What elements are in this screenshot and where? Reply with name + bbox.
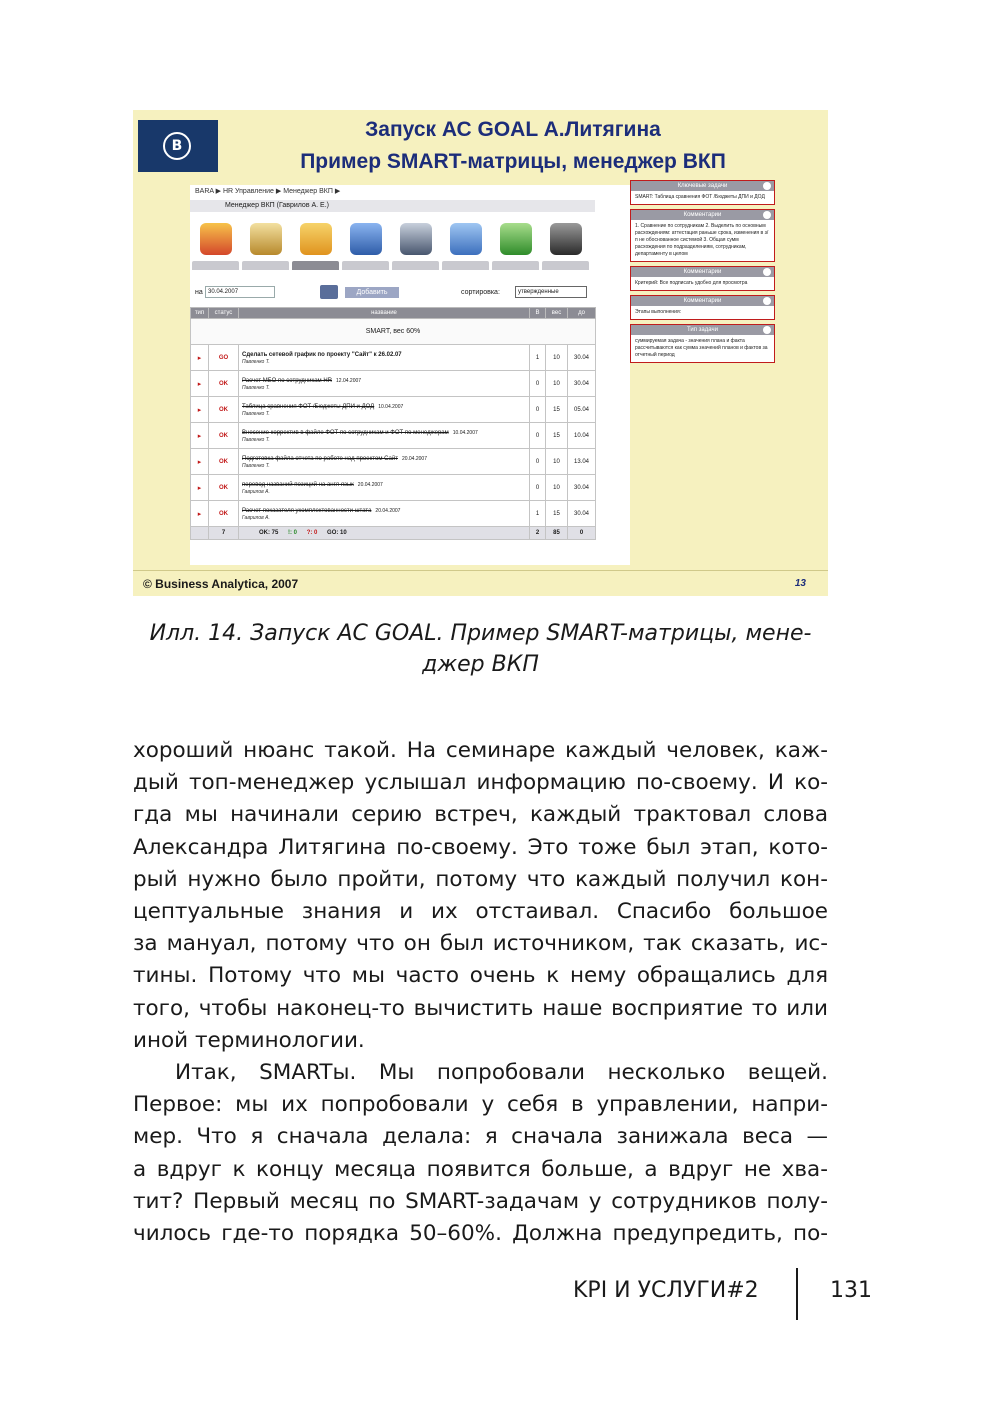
collapse-icon[interactable] <box>763 326 771 334</box>
print-icon[interactable] <box>320 285 338 299</box>
row-owner: Гаврилов А. <box>242 488 270 495</box>
text-line: за мануал, потому что он был источником, так сказать, ис- <box>133 931 828 957</box>
table-row[interactable] <box>191 475 596 501</box>
smart-task-table <box>190 307 596 540</box>
panel-title: Комментарии <box>683 269 722 275</box>
checklist-icon[interactable] <box>250 223 282 255</box>
row-weight: 10 <box>546 449 568 475</box>
row-date: 20.04.2007 <box>357 481 383 488</box>
col-header-type[interactable]: тип <box>191 308 209 319</box>
graduation-cap-icon[interactable] <box>550 223 582 255</box>
goal-app-window <box>190 185 630 565</box>
caption-line: джер ВКП <box>422 652 539 677</box>
row-weight: 10 <box>546 345 568 371</box>
row-b: 0 <box>530 475 546 501</box>
paragraph <box>133 1057 828 1250</box>
text-line: иной терминологии. <box>133 1027 365 1053</box>
manager-bar: Менеджер ВКП (Гаврилов А. Е.) <box>190 200 595 212</box>
row-weight: 15 <box>546 423 568 449</box>
text-line: рый нужно было пройти, потому что каждый получил кон- <box>133 866 828 892</box>
logo-letter: B <box>163 132 191 160</box>
row-task-name[interactable]: Расчет МБО по сотрудникам HR <box>242 377 333 384</box>
row-weight: 10 <box>546 475 568 501</box>
text-line: гда мы начинали серию встреч, каждый трактовал слова <box>133 802 828 828</box>
business-analytica-logo <box>138 120 218 172</box>
footer-stat-ok: OK: 75 <box>259 530 279 536</box>
row-task-name[interactable]: Сделать сетевой график по проекту "Сайт" к 26.02.07 <box>242 351 402 358</box>
table-row[interactable] <box>191 345 596 371</box>
panel-comments <box>630 266 775 291</box>
module-tab[interactable] <box>392 261 439 270</box>
row-due: 13.04 <box>568 449 596 475</box>
text-line: тит? Первый месяц по SMART-задачам у сотрудников полу- <box>133 1188 828 1214</box>
col-header-weight[interactable]: вес <box>546 308 568 319</box>
row-weight: 10 <box>546 371 568 397</box>
col-header-name[interactable]: название <box>239 308 530 319</box>
row-due: 30.04 <box>568 501 596 527</box>
footer-due: 0 <box>568 527 596 540</box>
module-tab[interactable] <box>542 261 589 270</box>
col-header-b[interactable]: В <box>530 308 546 319</box>
figure-caption <box>133 618 828 680</box>
text-line: того, чтобы наконец-то вычистить наше восприятие то или <box>133 995 828 1021</box>
row-status: OK <box>209 371 239 397</box>
panel-body: Критерий: Все подписать удобно для просмотра <box>635 280 748 286</box>
add-button[interactable]: Добавить <box>345 287 399 298</box>
running-head: KPI И УСЛУГИ#2 <box>573 1278 759 1303</box>
text-line: мер. Что я сначала делала: я сначала занижала веса — <box>133 1124 828 1150</box>
panel-task-type <box>630 324 775 363</box>
row-owner: Павленко Т. <box>242 358 270 365</box>
panel-body: SMART: Таблица сравнения ФОТ /Бюджеты ДПИ и ДОД <box>635 194 765 200</box>
panel-comments <box>630 295 775 320</box>
footer-stat-question: ?: 0 <box>306 530 318 536</box>
sort-label: сортировка: <box>461 289 500 296</box>
money-icon[interactable] <box>500 223 532 255</box>
row-task-name[interactable]: Внесение корректив в файле ФОТ по сотрудникам и ФОТ по менеджерам <box>242 429 449 436</box>
slide-footer <box>133 570 828 596</box>
caption-line: Илл. 14. Запуск АС GOAL. Пример SMART-матрицы, мене- <box>149 621 812 646</box>
collapse-icon[interactable] <box>763 297 771 305</box>
row-date: 10.04.2007 <box>452 429 478 436</box>
row-owner: Гаврилов А. <box>242 514 270 521</box>
page-number: 131 <box>830 1278 872 1303</box>
paragraph <box>133 735 828 1057</box>
sort-select[interactable]: утвержденные <box>515 286 587 298</box>
module-tab[interactable] <box>492 261 539 270</box>
collapse-icon[interactable] <box>763 182 771 190</box>
chart-icon[interactable] <box>450 223 482 255</box>
group-label: SMART, вес 60% <box>191 319 596 345</box>
row-date: 10.04.2007 <box>378 403 404 410</box>
row-status: OK <box>209 397 239 423</box>
row-date: 20.04.2007 <box>401 455 427 462</box>
text-line: Александра Литягина по-своему. Это тоже был этап, кото- <box>133 834 828 860</box>
table-row[interactable] <box>191 449 596 475</box>
table-row[interactable] <box>191 397 596 423</box>
diamond-icon[interactable] <box>350 223 382 255</box>
panel-title: Комментарии <box>683 212 722 218</box>
row-task-name[interactable]: Таблица сравнения ФОТ /Бюджеты ДПИ и ДОД <box>242 403 375 410</box>
row-status: OK <box>209 501 239 527</box>
slide-title-line1: Запуск АС GOAL А.Литягина <box>365 118 661 141</box>
table-row[interactable] <box>191 423 596 449</box>
text-line: чилось где-то порядка 50–60%. Должна предупредить, по- <box>133 1221 828 1247</box>
panel-title: Тип задачи <box>687 327 718 333</box>
row-due: 30.04 <box>568 371 596 397</box>
module-tab-smart[interactable] <box>292 261 339 270</box>
warning-icon[interactable] <box>200 223 232 255</box>
slide-title-line2: Пример SMART-матрицы, менеджер ВКП <box>300 150 726 173</box>
text-line: Первое: мы их попробовали у себя в управлении, напри- <box>133 1092 828 1118</box>
folder-icon[interactable] <box>300 223 332 255</box>
slide-number: 13 <box>794 578 806 589</box>
panel-body: 1. Сравнение по сотрудникам 2. Выделить по основным расхождениям: аттестация раньше срока, изменения в з/п не обоснованное системой 3. Общая сумм расхождения по подразделениям, сотрудникам, департаменту в целом <box>635 223 769 257</box>
row-status: OK <box>209 423 239 449</box>
row-status: OK <box>209 449 239 475</box>
row-task-name[interactable]: Расчет показателя укомплектованности штата <box>242 507 372 514</box>
row-due: 10.04 <box>568 423 596 449</box>
row-due: 05.04 <box>568 397 596 423</box>
people-icon[interactable] <box>400 223 432 255</box>
text-line: хороший нюанс такой. На семинаре каждый человек, каж- <box>133 738 828 763</box>
table-footer <box>191 527 596 540</box>
footer-stat-warn: !: 0 <box>288 530 298 536</box>
row-type-marker: ▸ <box>191 371 209 397</box>
row-b: 0 <box>530 423 546 449</box>
text-line: Итак, SMARTы. Мы попробовали несколько вещей. <box>175 1060 828 1086</box>
filter-bar <box>195 285 595 301</box>
row-task-name[interactable]: Подготовка файла отчета по работе над проектом Сайт <box>242 455 398 462</box>
collapse-icon[interactable] <box>763 268 771 276</box>
slide-copyright: © Business Analytica, 2007 <box>143 577 299 591</box>
text-line: цептуальные знания и их отстаивал. Спасибо большое <box>133 899 828 925</box>
footer-count: 7 <box>209 527 239 540</box>
panel-comments <box>630 209 775 262</box>
module-tab[interactable] <box>442 261 489 270</box>
module-toolbar <box>190 223 595 273</box>
row-owner: Павленко Т. <box>242 462 270 469</box>
row-b: 0 <box>530 397 546 423</box>
footer-divider <box>796 1268 798 1320</box>
row-b: 1 <box>530 501 546 527</box>
table-row[interactable] <box>191 501 596 527</box>
row-status: GO <box>209 345 239 371</box>
module-tab[interactable] <box>242 261 289 270</box>
row-type-marker: ▸ <box>191 501 209 527</box>
row-owner: Павленко Т. <box>242 436 270 443</box>
slide-figure <box>133 110 828 596</box>
date-label: на <box>195 289 203 296</box>
panel-body: Этапы выполнения: <box>635 309 682 315</box>
row-weight: 15 <box>546 501 568 527</box>
row-weight: 15 <box>546 397 568 423</box>
body-text <box>133 735 828 1250</box>
breadcrumb[interactable]: BARA ▶ HR Управление ▶ Менеджер ВКП ▶ <box>195 188 341 195</box>
module-tab[interactable] <box>192 261 239 270</box>
text-line: а вдруг к концу месяца появится больше, а вдруг не хва- <box>133 1156 828 1182</box>
panel-title: Комментарии <box>683 298 722 304</box>
table-row[interactable] <box>191 371 596 397</box>
footer-b: 2 <box>530 527 546 540</box>
panel-body: суммируемая задача - значения плана и факта рассчитываются как сумма значений планов и фактов за отчетный период <box>635 338 768 358</box>
side-panels <box>630 180 775 367</box>
footer-weight: 85 <box>546 527 568 540</box>
row-owner: Павленко Т. <box>242 384 270 391</box>
panel-key-tasks <box>630 180 775 205</box>
col-header-status[interactable]: статус <box>209 308 239 319</box>
row-owner: Павленко Т. <box>242 410 270 417</box>
date-field[interactable]: 30.04.2007 <box>205 286 275 298</box>
row-b: 0 <box>530 449 546 475</box>
col-header-due[interactable]: до <box>568 308 596 319</box>
module-tab[interactable] <box>342 261 389 270</box>
text-line: дый топ-менеджер услышал информацию по-своему. И ко- <box>133 770 828 796</box>
row-type-marker: ▸ <box>191 475 209 501</box>
row-date: 12.04.2007 <box>336 377 362 384</box>
row-type-marker: ▸ <box>191 345 209 371</box>
row-type-marker: ▸ <box>191 449 209 475</box>
row-due: 30.04 <box>568 475 596 501</box>
row-b: 1 <box>530 345 546 371</box>
row-type-marker: ▸ <box>191 423 209 449</box>
text-line: тины. Потому что мы часто очень к нему обращались для <box>133 963 828 989</box>
row-type-marker: ▸ <box>191 397 209 423</box>
footer-stat-go: GO: 10 <box>327 530 347 536</box>
row-due: 30.04 <box>568 345 596 371</box>
row-date: 20.04.2007 <box>375 507 401 514</box>
row-status: OK <box>209 475 239 501</box>
collapse-icon[interactable] <box>763 211 771 219</box>
panel-title: Ключевые задачи <box>677 183 728 189</box>
row-b: 0 <box>530 371 546 397</box>
row-task-name[interactable]: перевод названий позиций на англ язык <box>242 481 354 488</box>
